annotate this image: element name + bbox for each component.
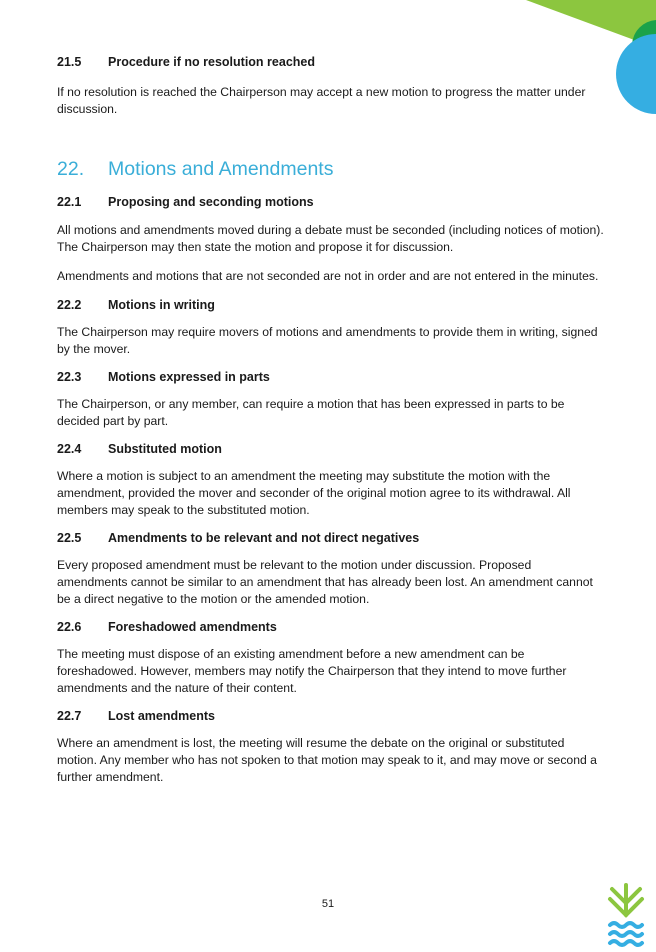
section-22-6-heading [57,620,605,634]
section-title: Foreshadowed amendments [108,620,277,634]
paragraph: Every proposed amendment must be relevant to the motion under discussion. Proposed amendments cannot be similar to an amendment that has already been lost. An amendment cannot be a direct negative to the motion or the amended motion. [57,558,593,606]
paragraph: All motions and amendments moved during a debate must be seconded (including notices of motion). The Chairperson may then state the motion and propose it for discussion. [57,223,604,254]
section-number: 21.5 [57,55,82,69]
paragraph: Amendments and motions that are not seconded are not in order and are not entered in the minutes. [57,269,599,283]
paragraph: The Chairperson, or any member, can require a motion that has been expressed in parts to be decided part by part. [57,397,565,428]
section-number: 22.1 [57,195,82,209]
paragraph: Where a motion is subject to an amendment the meeting may substitute the motion with the amendment, provided the mover and seconder of the original motion agree to its withdrawal. All members may speak to the substituted motion. [57,469,571,517]
council-logo-icon [606,881,646,949]
section-title: Motions in writing [108,298,215,312]
section-22-3-heading [57,370,605,384]
paragraph: The meeting must dispose of an existing amendment before a new amendment can be foreshadowed. However, members may notify the Chairperson that they intend to move further amendments and the nature of their content. [57,647,567,695]
section-21-5-heading [57,55,605,69]
section-22-1-heading [57,195,605,209]
section-title: Procedure if no resolution reached [108,55,315,69]
section-title: Amendments to be relevant and not direct negatives [108,531,420,545]
section-22-4-heading [57,442,605,456]
section-number: 22.2 [57,298,82,312]
section-title: Motions expressed in parts [108,370,270,384]
section-number: 22.5 [57,531,82,545]
section-title: Substituted motion [108,442,222,456]
section-number: 22.7 [57,709,82,723]
section-22-5-heading [57,531,605,545]
paragraph: Where an amendment is lost, the meeting will resume the debate on the original or substituted motion. Any member who has not spoken to that motion may speak to it, and may move or second a further amendment. [57,736,597,784]
section-number: 22. [57,158,85,180]
document-content [57,55,605,786]
paragraph: If no resolution is reached the Chairperson may accept a new motion to progress the matter under discussion. [57,85,586,116]
section-22-2-heading [57,298,605,312]
section-22-heading [57,158,605,181]
section-number: 22.4 [57,442,82,456]
section-22-7-heading [57,709,605,723]
section-number: 22.6 [57,620,82,634]
section-number: 22.3 [57,370,82,384]
paragraph: The Chairperson may require movers of motions and amendments to provide them in writing, signed by the mover. [57,325,598,356]
section-title: Motions and Amendments [108,158,334,180]
section-title: Lost amendments [108,709,215,723]
section-title: Proposing and seconding motions [108,195,314,209]
page-number: 51 [321,898,335,910]
